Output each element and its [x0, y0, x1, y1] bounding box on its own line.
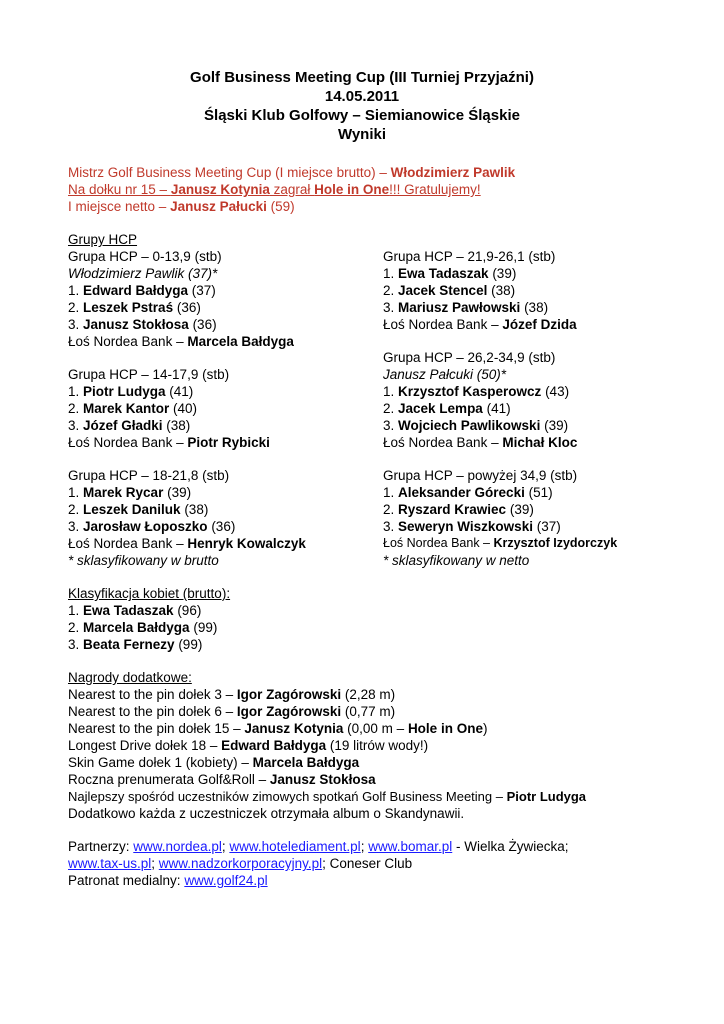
- extra-item-5: Skin Game dołek 1 (kobiety) – Marcela Bałdyga: [68, 755, 360, 770]
- extra-item-2: Nearest to the pin dołek 6 – Igor Zagórowski (0,77 m): [68, 704, 396, 719]
- group6-place-1: 1. Aleksander Górecki (51): [383, 485, 553, 500]
- extra-item-6: Roczna prenumerata Golf&Roll – Janusz Stokłosa: [68, 772, 376, 787]
- group3-place-2: 2. Leszek Daniluk (38): [68, 502, 209, 517]
- women-place-3: 3. Beata Fernezy (99): [68, 637, 203, 652]
- group4-place-2: 2. Jacek Stencel (38): [383, 283, 516, 298]
- women-header: Klasyfikacja kobiet (brutto):: [68, 586, 231, 601]
- group5-place-1: 1. Krzysztof Kasperowcz (43): [383, 384, 570, 399]
- group6-footnote: * sklasyfikowany w netto: [383, 553, 530, 568]
- group4-title: Grupa HCP – 21,9-26,1 (stb): [383, 249, 556, 264]
- group4-place-3: 3. Mariusz Pawłowski (38): [383, 300, 549, 315]
- extra-item-7: Najlepszy spośród uczestników zimowych spotkań Golf Business Meeting – Piotr Ludyga: [68, 789, 587, 804]
- group5-los: Łoś Nordea Bank – Michał Kloc: [383, 435, 578, 450]
- media-patron-line: Patronat medialny: www.golf24.pl: [68, 873, 268, 888]
- net-winner-name: Janusz Pałucki: [170, 199, 267, 214]
- group6-los: Łoś Nordea Bank – Krzysztof Izydorczyk: [383, 536, 618, 550]
- group1-place-2: 2. Leszek Pstraś (36): [68, 300, 201, 315]
- extra-item-3: Nearest to the pin dołek 15 – Janusz Kotynia (0,00 m – Hole in One): [68, 721, 488, 736]
- group3-place-1: 1. Marek Rycar (39): [68, 485, 192, 500]
- event-venue: Śląski Klub Golfowy – Siemianowice Śląskie: [204, 107, 520, 124]
- event-date: 14.05.2011: [324, 88, 400, 105]
- hole-in-one-line: Na dołku nr 15 – Janusz Kotynia zagrał Hole in One!!! Gratulujemy!: [68, 182, 481, 197]
- media-link-golf24[interactable]: www.golf24.pl: [184, 873, 268, 888]
- results-heading: Wyniki: [337, 126, 387, 143]
- extra-item-1: Nearest to the pin dołek 3 – Igor Zagórowski (2,28 m): [68, 687, 396, 702]
- partner-link-bomar[interactable]: www.bomar.pl: [368, 839, 453, 854]
- group6-place-3: 3. Seweryn Wiszkowski (37): [383, 519, 561, 534]
- group6-place-2: 2. Ryszard Krawiec (39): [383, 502, 534, 517]
- extra-album: Dodatkowo każda z uczestniczek otrzymała album o Skandynawii.: [68, 806, 465, 821]
- partner-link-hotelediament[interactable]: www.hotelediament.pl: [229, 839, 361, 854]
- page-title: Golf Business Meeting Cup (III Turniej Przyjaźni): [190, 69, 534, 86]
- extra-item-4: Longest Drive dołek 18 – Edward Bałdyga (19 litrów wody!): [68, 738, 429, 753]
- partner-link-taxus[interactable]: www.tax-us.pl: [68, 856, 152, 871]
- group5-place-2: 2. Jacek Lempa (41): [383, 401, 511, 416]
- group2-los: Łoś Nordea Bank – Piotr Rybicki: [68, 435, 270, 450]
- group5-note: Janusz Pałcuki (50)*: [383, 367, 507, 382]
- group1-title: Grupa HCP – 0-13,9 (stb): [68, 249, 222, 264]
- group1-los: Łoś Nordea Bank – Marcela Bałdyga: [68, 334, 294, 349]
- group3-footnote: * sklasyfikowany w brutto: [68, 553, 219, 568]
- group2-place-2: 2. Marek Kantor (40): [68, 401, 198, 416]
- women-place-2: 2. Marcela Bałdyga (99): [68, 620, 218, 635]
- net-winner-line: I miejsce netto – Janusz Pałucki (59): [68, 199, 295, 214]
- hio-term: Hole in One: [314, 182, 390, 197]
- group4-los: Łoś Nordea Bank – Józef Dzida: [383, 317, 577, 332]
- group1-note: Włodzimierz Pawlik (37)*: [68, 266, 218, 281]
- group5-title: Grupa HCP – 26,2-34,9 (stb): [383, 350, 556, 365]
- group2-title: Grupa HCP – 14-17,9 (stb): [68, 367, 230, 382]
- partner-link-nadzorkorporacyjny[interactable]: www.nadzorkorporacyjny.pl: [158, 856, 323, 871]
- group6-title: Grupa HCP – powyżej 34,9 (stb): [383, 468, 578, 483]
- group4-place-1: 1. Ewa Tadaszak (39): [383, 266, 517, 281]
- group1-place-3: 3. Janusz Stokłosa (36): [68, 317, 217, 332]
- champion-line: Mistrz Golf Business Meeting Cup (I miejsce brutto) – Włodzimierz Pawlik: [68, 165, 516, 180]
- group2-place-3: 3. Józef Gładki (38): [68, 418, 191, 433]
- group3-los: Łoś Nordea Bank – Henryk Kowalczyk: [68, 536, 306, 551]
- champion-name: Włodzimierz Pawlik: [390, 165, 516, 180]
- hio-player: Janusz Kotynia: [170, 182, 270, 197]
- partners-line-1: Partnerzy: www.nordea.pl; www.hotelediament.pl; www.bomar.pl - Wielka Żywiecka;: [68, 839, 569, 854]
- extra-header: Nagrody dodatkowe:: [68, 670, 192, 685]
- group3-title: Grupa HCP – 18-21,8 (stb): [68, 468, 230, 483]
- groups-header: Grupy HCP: [68, 232, 138, 247]
- group2-place-1: 1. Piotr Ludyga (41): [68, 384, 194, 399]
- partner-link-nordea[interactable]: www.nordea.pl: [133, 839, 222, 854]
- group5-place-3: 3. Wojciech Pawlikowski (39): [383, 418, 569, 433]
- women-place-1: 1. Ewa Tadaszak (96): [68, 603, 202, 618]
- group1-place-1: 1. Edward Bałdyga (37): [68, 283, 216, 298]
- partners-line-2: www.tax-us.pl; www.nadzorkorporacyjny.pl; Coneser Club: [68, 856, 413, 871]
- group3-place-3: 3. Jarosław Łoposzko (36): [68, 519, 236, 534]
